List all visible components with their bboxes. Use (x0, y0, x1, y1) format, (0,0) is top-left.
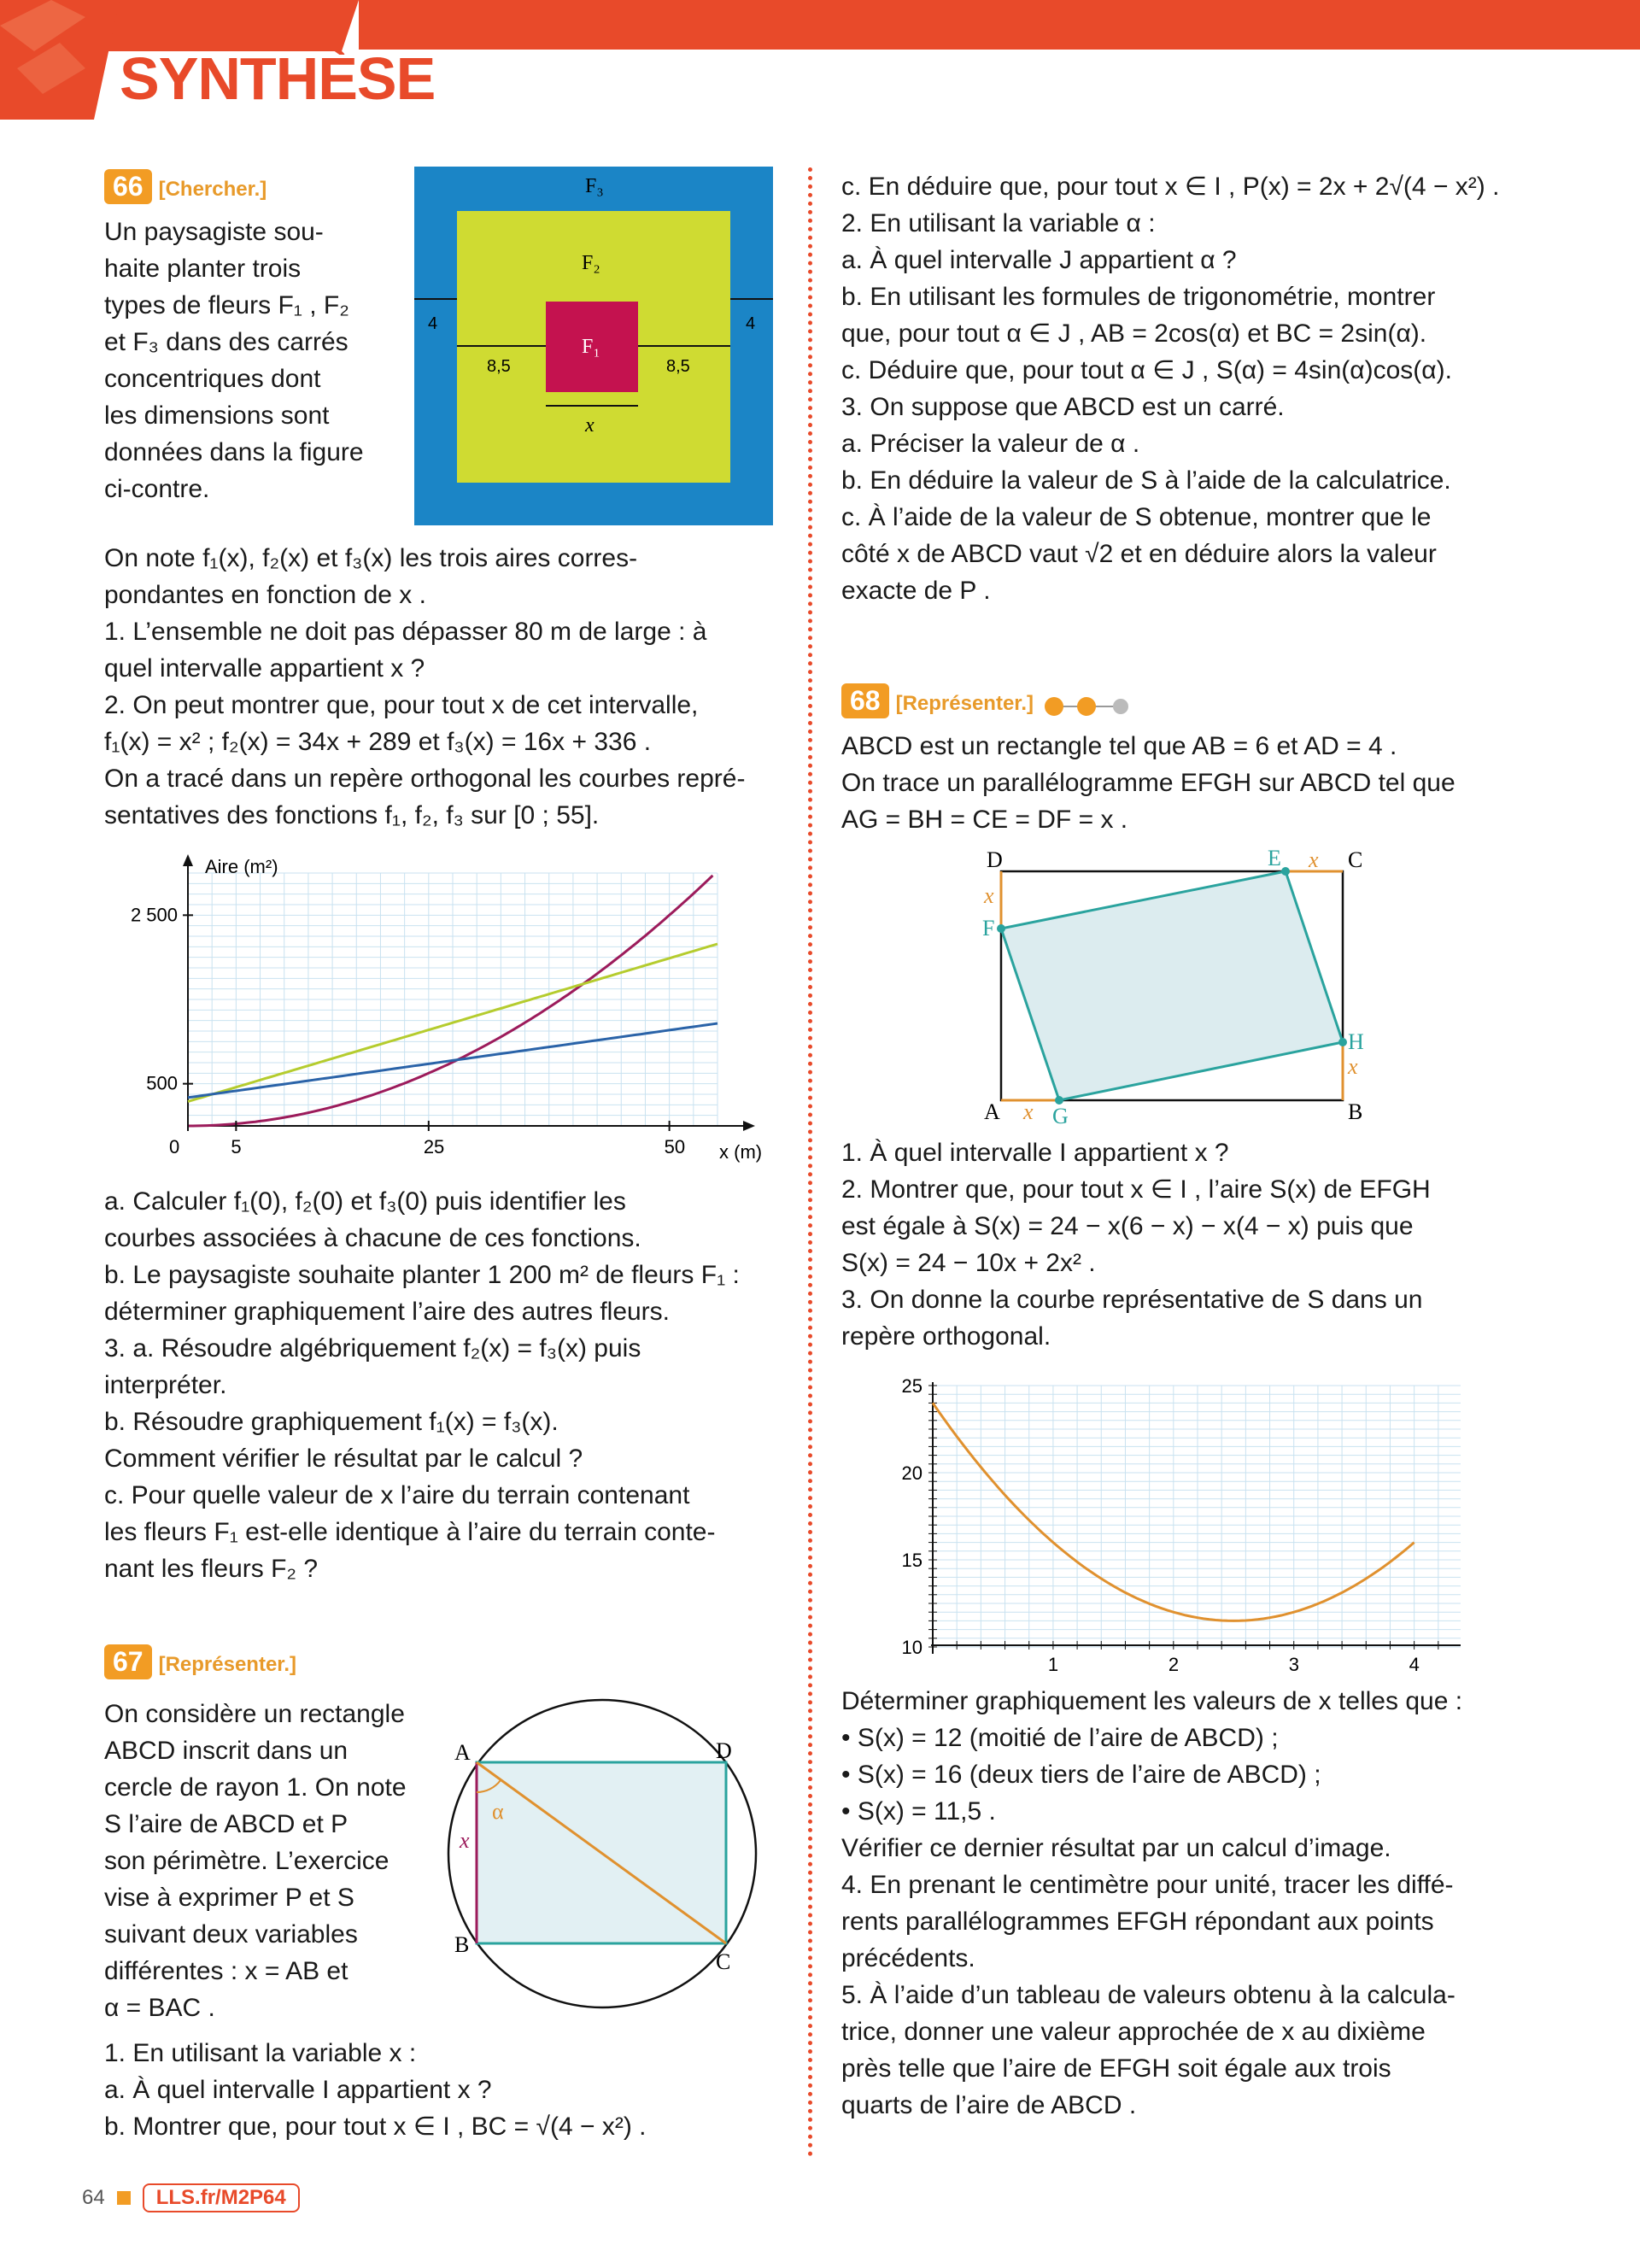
x-tick-label: 5 (231, 1136, 242, 1157)
rectangle-circle-figure (444, 1696, 760, 2012)
point-a: A (984, 1099, 1000, 1124)
point-f: F (982, 916, 995, 941)
page-title: SYNTHÈSE (120, 45, 436, 112)
square-icon (117, 2191, 131, 2205)
angle-alpha: α (492, 1799, 504, 1824)
exercise-67-intro: On considère un rectangle ABCD inscrit dans un cercle de rayon 1. On note S l’aire de ABCD et P son périmètre. L’exercice vise à exprimer P et S suivant deux variables différentes : x = AB et α = BAC . (104, 1700, 407, 2022)
point-d: D (716, 1738, 732, 1763)
header-decoration (0, 0, 1640, 51)
s-curve-chart (888, 1367, 1469, 1674)
exercise-66-questions: a. Calculer f₁(0), f₂(0) et f₃(0) puis identifier les courbes associées à chacune de ces fonctions. b. Le paysagiste souhaite planter 1 200 m² de fleurs F₁ : déterminer graphiquement l’aire des autres fleurs. 3. a. Résoudre algébriquement f₂(x) = f₃(x) puis interpréter. b. Résoudre graphiquement f₁(x) = f₃(x). Comment vérifier le résultat par le calcul ? c. Pour quelle valeur de x l’aire du terrain contenant les fleurs F₁ est-elle identique à l’aire du terrain conte- nant les fleurs F₂ ? (104, 1187, 740, 1583)
exercise-66-header (104, 169, 266, 204)
x-tick-label: 1 (1047, 1654, 1059, 1674)
exercise-tag: [Chercher.] (158, 178, 267, 201)
exercise-number: 68 (841, 683, 889, 718)
series-f1 (188, 876, 712, 1126)
x-tick-label: 2 (1168, 1654, 1180, 1674)
exercise-number: 67 (104, 1644, 152, 1679)
exercise-68-header (841, 683, 1136, 718)
exercise-66-intro: Un paysagiste sou- haite planter trois types de fleurs F₁ , F₂ et F₃ dans des carrés concentriques dont les dimensions sont données dans la figure ci-contre. (104, 218, 364, 503)
point-b: B (454, 1932, 470, 1957)
x-tick-label: 4 (1409, 1654, 1420, 1674)
difficulty-icon (1042, 694, 1136, 718)
point-c: C (1348, 847, 1363, 872)
point-g: G (1052, 1104, 1069, 1128)
y-tick-label: 10 (901, 1637, 922, 1658)
y-tick-label: 2 500 (130, 904, 178, 926)
dim-x: x (585, 414, 594, 437)
exercise-67-continued: c. En déduire que, pour tout x ∈ I , P(x) = 2x + 2√(4 − x²) . 2. En utilisant la variable α : a. À quel intervalle J appartient α ? b. En utilisant les formules de trigonométrie, montrer que, pour tout α ∈ J , AB = 2cos(α) et BC = 2sin(α). c. Déduire que, pour tout α ∈ J , S(α) = 4sin(α)cos(α). 3. On suppose que ABCD est un carré. a. Préciser la valeur de α . b. En déduire la valeur de S à l’aide de la calculatrice. c. À l’aide de la valeur de S obtenue, montrer que le côté x de ABCD vaut √2 et en déduire alors la valeur exacte de P . (841, 173, 1500, 605)
f2-label: F₂ (582, 252, 600, 274)
exercise-67-header (104, 1644, 296, 1679)
exercise-66-body: On note f₁(x), f₂(x) et f₃(x) les trois aires corres- pondantes en fonction de x . 1. L’ensemble ne doit pas dépasser 80 m de large : à quel intervalle appartient x ? 2. On peut montrer que, pour tout x de cet intervalle, f₁(x) = x² ; f₂(x) = 34x + 289 et f₃(x) = 16x + 336 . On a tracé dans un repère orthogonal les courbes repré- sentatives des fonctions f₁, f₂, f₃ sur [0 ; 55]. (104, 544, 746, 829)
side-x: x (460, 1828, 470, 1853)
y-axis-arrow (183, 854, 193, 866)
y-tick-label: 15 (901, 1550, 922, 1571)
exercise-tag: [Représenter.] (158, 1653, 296, 1676)
x-axis-arrow (743, 1121, 755, 1131)
point-a: A (454, 1740, 471, 1765)
x-axis-label: x (m) (719, 1141, 763, 1163)
footer (82, 2183, 300, 2212)
y-tick-label: 500 (146, 1072, 178, 1094)
parallelogram-figure (974, 841, 1401, 1132)
exercise-tag: [Représenter.] (895, 692, 1034, 715)
point-c: C (716, 1949, 731, 1974)
point-b: B (1348, 1099, 1363, 1124)
segment-x: x (1023, 1099, 1034, 1124)
f1-label: F₁ (582, 336, 600, 358)
segment-x: x (1348, 1054, 1358, 1079)
column-divider (808, 167, 812, 2158)
exercise-68-questions-2: Déterminer graphiquement les valeurs de x telles que : • S(x) = 12 (moitié de l’aire de ABCD) ; • S(x) = 16 (deux tiers de l’aire de ABCD) ; • S(x) = 11,5 . Vérifier ce dernier résultat par un calcul d’image. 4. En prenant le centimètre pour unité, tracer les diffé- rents parallélogrammes EFGH répondant aux points précédents. 5. À l’aide d’un tableau de valeurs obtenu à la calcula- trice, donner une valeur approchée de x au dixième près telle que l’aire de EFGH soit égale aux trois quarts de l’aire de ABCD . (841, 1687, 1463, 2119)
exercise-67-questions: 1. En utilisant la variable x : a. À quel intervalle I appartient x ? b. Montrer que, pour tout x ∈ I , BC = √(4 − x²) . (104, 2039, 647, 2141)
footer-link[interactable]: LLS.fr/M2P64 (143, 2183, 300, 2212)
dim-85-left: 8,5 (487, 357, 511, 376)
point-h: H (1348, 1029, 1364, 1054)
dim-4-right: 4 (746, 314, 756, 333)
area-chart (120, 854, 786, 1170)
f3-label: F₃ (585, 175, 604, 197)
x-tick-label: 50 (664, 1136, 686, 1157)
page-number: 64 (82, 2186, 105, 2209)
segment-x: x (984, 883, 994, 908)
squares-figure (414, 167, 773, 525)
point-e: E (1268, 846, 1281, 870)
y-tick-label: 25 (901, 1375, 922, 1397)
exercise-68-questions: 1. À quel intervalle I appartient x ? 2. Montrer que, pour tout x ∈ I , l’aire S(x) de EFGH est égale à S(x) = 24 − x(6 − x) − x(4 − x) puis que S(x) = 24 − 10x + 2x² . 3. On donne la courbe représentative de S dans un repère orthogonal. (841, 1139, 1431, 1351)
dim-85-right: 8,5 (666, 357, 690, 376)
point-d: D (987, 847, 1003, 872)
x-tick-label: 3 (1288, 1654, 1299, 1674)
exercise-68-intro: ABCD est un rectangle tel que AB = 6 et AD = 4 . On trace un parallélogramme EFGH sur ABCD tel que AG = BH = CE = DF = x . (841, 732, 1456, 834)
x-tick-label: 0 (169, 1136, 180, 1157)
exercise-number: 66 (104, 169, 152, 204)
y-axis-label: Aire (m²) (205, 856, 278, 877)
segment-x: x (1309, 847, 1319, 872)
y-tick-label: 20 (901, 1462, 922, 1484)
x-tick-label: 25 (423, 1136, 445, 1157)
dim-4-left: 4 (428, 314, 438, 333)
